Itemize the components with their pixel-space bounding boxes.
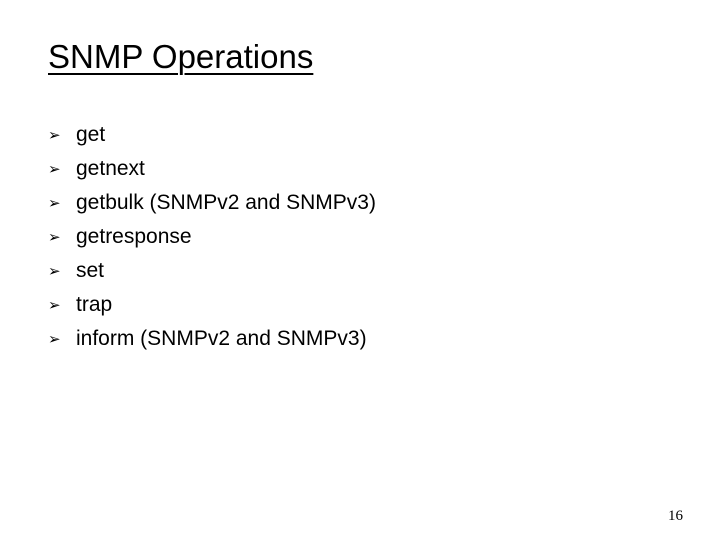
- bullet-item-trap: [48, 288, 376, 322]
- bullet-text: getbulk (SNMPv2 and SNMPv3): [76, 191, 376, 214]
- arrowhead-bullet-icon: ➢: [48, 125, 61, 144]
- bullet-item-getresponse: [48, 220, 376, 254]
- bullet-text: get: [76, 123, 106, 146]
- arrowhead-bullet-icon: ➢: [48, 261, 61, 280]
- arrowhead-bullet-icon: ➢: [48, 227, 61, 246]
- arrowhead-bullet-icon: ➢: [48, 295, 61, 314]
- bullet-text: getresponse: [76, 225, 192, 248]
- bullet-text: set: [76, 259, 105, 282]
- slide-title: SNMP Operations: [48, 38, 314, 75]
- bullet-item-get: [48, 118, 376, 152]
- page-number: 16: [668, 508, 683, 524]
- bullet-text: getnext: [76, 157, 145, 180]
- bullet-text: inform (SNMPv2 and SNMPv3): [76, 327, 367, 350]
- bullet-item-getnext: [48, 152, 376, 186]
- bullet-list: [48, 118, 376, 356]
- bullet-text: trap: [76, 293, 113, 316]
- arrowhead-bullet-icon: ➢: [48, 329, 61, 348]
- arrowhead-bullet-icon: ➢: [48, 193, 61, 212]
- bullet-item-inform: [48, 322, 376, 356]
- bullet-item-set: [48, 254, 376, 288]
- bullet-item-getbulk: [48, 186, 376, 220]
- arrowhead-bullet-icon: ➢: [48, 159, 61, 178]
